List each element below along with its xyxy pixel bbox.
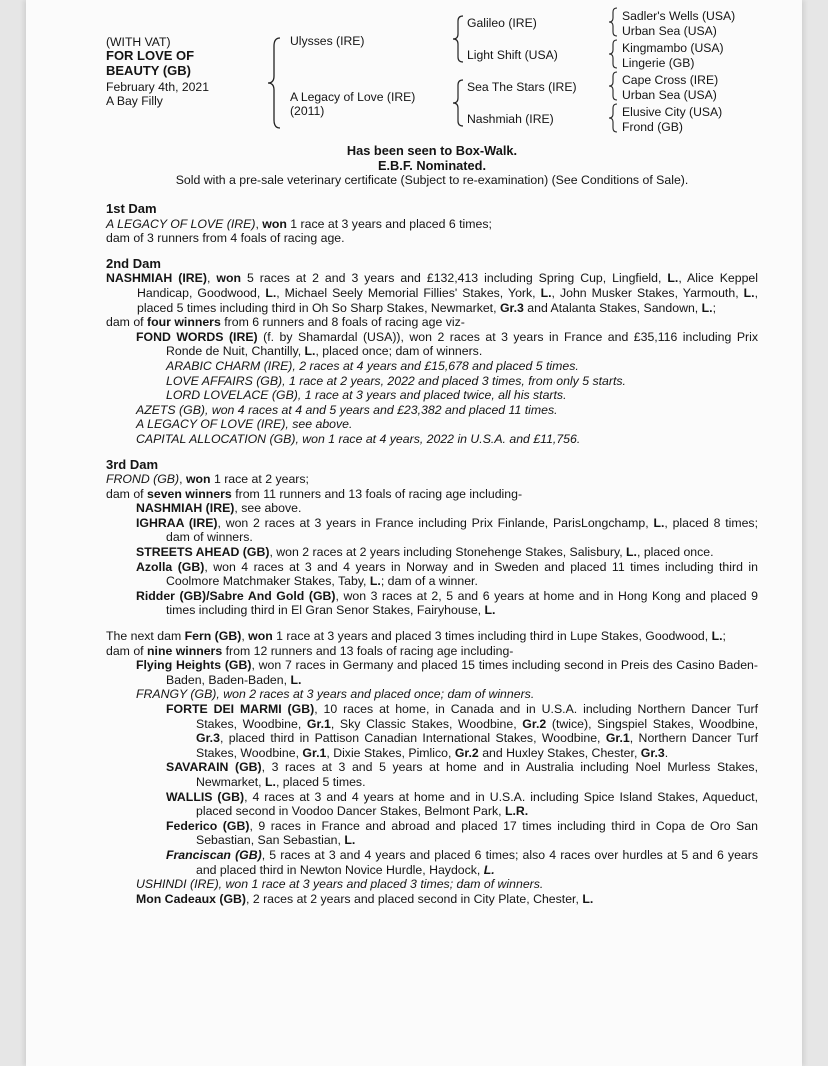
- great-grandparent: Urban Sea (USA): [622, 88, 717, 102]
- produce-mon-cadeaux: Mon Cadeaux (GB), 2 races at 2 years and placed second in City Plate, Chester, L.: [136, 891, 594, 906]
- next-dam-section: [106, 629, 758, 906]
- produce-ridder: Ridder (GB)/Sabre And Gold (GB), won 3 races at 2, 5 and 6 years at home and in Hong Kong and placed 9 times including third in El Gran Senor Stakes, Fairyhouse, L.: [136, 588, 758, 618]
- produce-forte-dei-marmi: FORTE DEI MARMI (GB), 10 races at home, in Canada and in U.S.A. including Northern Dancer Turf Stakes, Woodbine, Gr.1, Sky Classic Stakes, Woodbine, Gr.2 (twice), Singspiel Stakes, Woodbine, Gr.3, placed third in Pattison Canadian International Stakes, Woodbine, Gr.1, Northern Dancer Turf Stakes, Woodbine, Gr.1, Dixie Stakes, Pimlico, Gr.2 and Huxley Stakes, Chester, Gr.3.: [166, 702, 759, 760]
- second-dam-produce: dam of four winners from 6 runners and 8 foals of racing age viz-: [106, 315, 465, 330]
- produce-azolla: Azolla (GB), won 4 races at 3 and 4 years in Norway and in Sweden and placed 11 times including third in Coolmore Matchmaker Stakes, Taby, L.; dam of a winner.: [136, 559, 758, 589]
- catalogue-page: [26, 0, 802, 1066]
- third-dam-produce: dam of seven winners from 11 runners and 13 foals of racing age including-: [106, 486, 523, 501]
- produce-record: [106, 202, 758, 906]
- produce-lord-lovelace: LORD LOVELACE (GB), 1 race at 3 years and placed twice, all his starts.: [166, 388, 567, 403]
- ebf-note: E.B.F. Nominated.: [377, 157, 487, 173]
- dam: A Legacy of Love (IRE): [290, 90, 416, 104]
- produce-savarain: SAVARAIN (GB), 3 races at 3 and 5 years at home and in Australia including Noel Murless Stakes, Newmarket, L., placed 5 times.: [166, 760, 758, 789]
- produce-ighraa: IGHRAA (IRE), won 2 races at 3 years in France including Prix Finlande, ParisLongchamp, L., placed 8 times; dam of winners.: [136, 515, 758, 545]
- pedigree-brace-gg3: [606, 70, 620, 102]
- pedigree-brace-gg4: [606, 102, 620, 134]
- produce-frangy: FRANGY (GB), won 2 races at 3 years and placed once; dam of winners.: [136, 687, 535, 702]
- third-dam-record: FROND (GB), won 1 race at 2 years;: [106, 472, 309, 487]
- sire: Ulysses (IRE): [290, 34, 365, 48]
- second-dam-heading: 2nd Dam: [106, 255, 161, 271]
- next-dam-record: The next dam Fern (GB), won 1 race at 3 years and placed 3 times including third in Lupe Stakes, Goodwood, L.;: [106, 629, 726, 644]
- grandsire-4: Nashmiah (IRE): [467, 112, 554, 126]
- pedigree-brace-main: [264, 36, 284, 130]
- vat-label: (WITH VAT): [106, 35, 171, 49]
- vet-note: Sold with a pre-sale veterinary certificate (Subject to re-examination) (See Conditions of Sale).: [175, 173, 689, 187]
- lot-name-line1: FOR LOVE OF: [106, 48, 195, 63]
- great-grandparent: Sadler's Wells (USA): [622, 9, 736, 23]
- produce-federico: Federico (GB), 9 races in France and abroad and placed 17 times including third in Copa de Oro San Sebastian, San Sebastian, L.: [166, 818, 758, 848]
- grandsire-1: Galileo (IRE): [467, 16, 537, 30]
- produce-love-affairs: LOVE AFFAIRS (GB), 1 race at 2 years, 2022 and placed 3 times, from only 5 starts.: [166, 373, 626, 388]
- produce-wallis: WALLIS (GB), 4 races at 3 and 4 years at home and in U.S.A. including Spice Island Stakes, Aqueduct, placed second in Voodoo Dancer Stakes, Belmont Park, L.R.: [166, 789, 758, 819]
- box-walk-note: Has been seen to Box-Walk.: [346, 143, 518, 158]
- first-dam-produce: dam of 3 runners from 4 foals of racing age.: [106, 231, 345, 246]
- pedigree-brace-dam: [450, 78, 466, 128]
- produce-ushindi: USHINDI (IRE), won 1 race at 3 years and placed 3 times; dam of winners.: [136, 877, 544, 892]
- grandsire-3: Sea The Stars (IRE): [467, 80, 577, 94]
- produce-nashmiah: NASHMIAH (IRE), see above.: [136, 501, 302, 516]
- foaling-date: February 4th, 2021: [106, 80, 209, 94]
- great-grandparent: Urban Sea (USA): [622, 24, 717, 38]
- pedigree-brace-sire: [450, 14, 466, 64]
- third-dam-section: [106, 458, 758, 619]
- grandsire-2: Light Shift (USA): [467, 48, 558, 62]
- sale-notes: [106, 144, 758, 188]
- pedigree-brace-gg2: [606, 38, 620, 70]
- great-grandparent: Frond (GB): [622, 120, 683, 134]
- produce-streets-ahead: STREETS AHEAD (GB), won 2 races at 2 years including Stonehenge Stakes, Salisbury, L., placed once.: [136, 545, 714, 560]
- second-dam-record: NASHMIAH (IRE), won 5 races at 2 and 3 years and £132,413 including Spring Cup, Lingfield, L., Alice Keppel Handicap, Goodwood, L., Michael Seely Memorial Fillies' Stakes, York, L., John Musker Stakes, Yarmouth, L., placed 5 times including third in Oh So Sharp Stakes, Newmarket, Gr.3 and Atalanta Stakes, Sandown, L.;: [106, 271, 758, 315]
- colour-sex: A Bay Filly: [106, 94, 163, 108]
- third-dam-heading: 3rd Dam: [106, 456, 159, 472]
- produce-arabic-charm: ARABIC CHARM (IRE), 2 races at 4 years and £15,678 and placed 5 times.: [166, 358, 579, 373]
- produce-a-legacy-of-love: A LEGACY OF LOVE (IRE), see above.: [136, 417, 353, 432]
- great-grandparent: Cape Cross (IRE): [622, 73, 719, 87]
- lot-name-line2: BEAUTY (GB): [106, 63, 191, 78]
- produce-capital-allocation: CAPITAL ALLOCATION (GB), won 1 race at 4 years, 2022 in U.S.A. and £11,756.: [136, 431, 581, 446]
- produce-flying-heights: Flying Heights (GB), won 7 races in Germany and placed 15 times including second in Preis des Casino Baden-Baden, Baden-Baden, L.: [136, 658, 758, 687]
- first-dam-heading: 1st Dam: [106, 201, 157, 216]
- second-dam-section: [106, 257, 758, 447]
- great-grandparent: Elusive City (USA): [622, 105, 723, 119]
- produce-azets: AZETS (GB), won 4 races at 4 and 5 years and £23,382 and placed 11 times.: [136, 402, 558, 417]
- great-grandparent: Lingerie (GB): [622, 56, 695, 70]
- next-dam-produce: dam of nine winners from 12 runners and 13 foals of racing age including-: [106, 643, 514, 658]
- first-dam-section: [106, 202, 758, 246]
- first-dam-record: A LEGACY OF LOVE (IRE), won 1 race at 3 years and placed 6 times;: [106, 216, 492, 231]
- great-grandparent: Kingmambo (USA): [622, 41, 724, 55]
- produce-fond-words: FOND WORDS (IRE) (f. by Shamardal (USA)), won 2 races at 3 years in France and £35,116 including Prix Ronde de Nuit, Chantilly, L., placed once; dam of winners.: [136, 329, 758, 359]
- pedigree-brace-gg1: [606, 6, 620, 38]
- produce-franciscan: Franciscan (GB), 5 races at 3 and 4 years and placed 6 times; also 4 races over hurdles at 5 and 6 years and placed third in Newton Novice Hurdle, Haydock, L.: [166, 847, 758, 877]
- dam-year: (2011): [290, 104, 325, 118]
